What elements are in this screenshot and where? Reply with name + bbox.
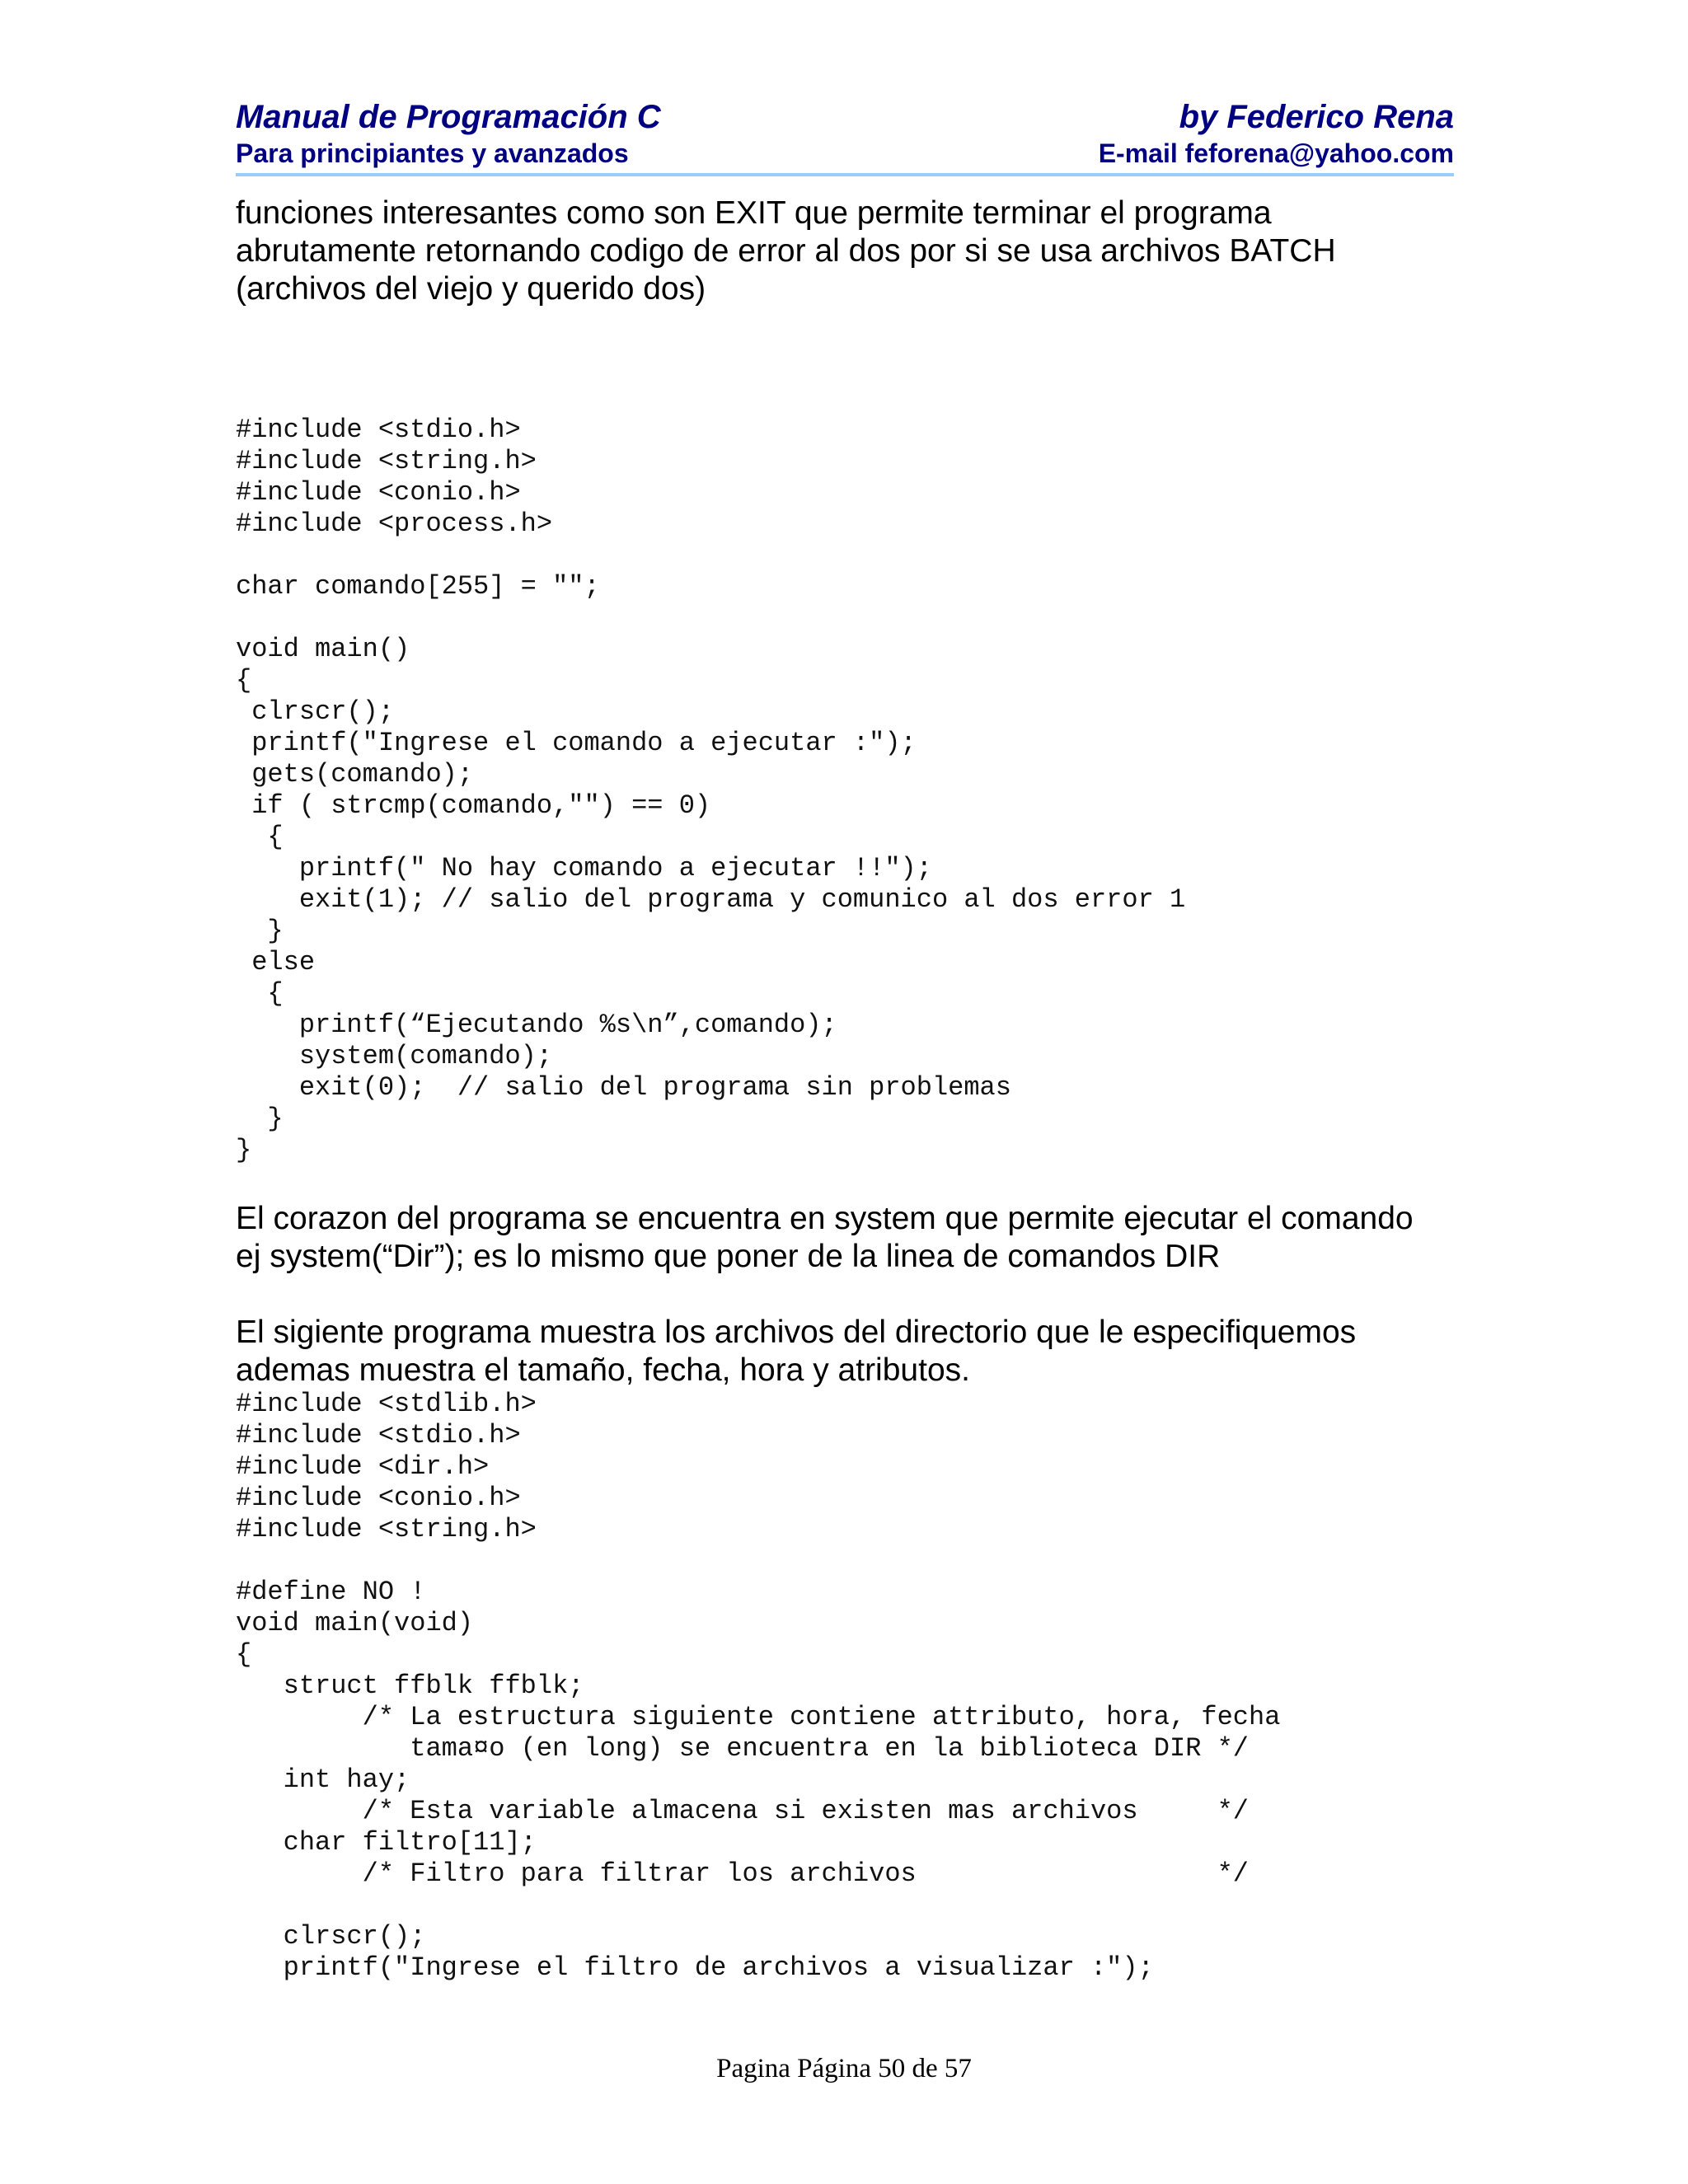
- header-divider: [236, 173, 1454, 176]
- code-block-exit-program: #include <stdio.h> #include <string.h> #include <conio.h> #include <process.h> char comando[255] = ""; void main() { clrscr(); printf("Ingrese el comando a ejecutar :"); gets(comando); if ( strcmp(comando,"") == 0) { printf(" No hay comando a ejecutar !!"); exit(1); // salio del programa y comunico al dos error 1 } else { printf(“Ejecutando %s\n”,comando); system(comando); exit(0); // salio del programa sin problemas } }: [236, 415, 1186, 1165]
- code-block-dir-program: #include <stdlib.h> #include <stdio.h> #include <dir.h> #include <conio.h> #include <string.h> #define NO ! void main(void) { struct ffblk ffblk; /* La estructura siguiente contiene attributo, hora, fecha tama¤o (en long) se encuentra en la biblioteca DIR */ int hay; /* Esta variable almacena si existen mas archivos */ char filtro[11]; /* Filtro para filtrar los archivos */ clrscr(); printf("Ingrese el filtro de archivos a visualizar :");: [236, 1389, 1281, 1983]
- header-title: Manual de Programación C: [236, 99, 661, 135]
- intro-paragraph: funciones interesantes como son EXIT que permite terminar el programa abrutamente retornando codigo de error al dos por si se usa archivos BATCH (archivos del viejo y querido dos): [236, 195, 1336, 307]
- header-author: by Federico Rena: [1179, 99, 1454, 135]
- page-number-footer: Pagina Página 50 de 57: [716, 2054, 972, 2083]
- sigiente-paragraph: El sigiente programa muestra los archivos del directorio que le especifiquemos ademas muestra el tamaño, fecha, hora y atributos.: [236, 1315, 1357, 1388]
- page-header: [236, 97, 1454, 180]
- header-email: E-mail feforena@yahoo.com: [1098, 138, 1454, 168]
- header-subtitle: Para principiantes y avanzados: [236, 138, 629, 168]
- corazon-paragraph: El corazon del programa se encuentra en system que permite ejecutar el comando ej system(“Dir”); es lo mismo que poner de la linea de comandos DIR: [236, 1201, 1414, 1274]
